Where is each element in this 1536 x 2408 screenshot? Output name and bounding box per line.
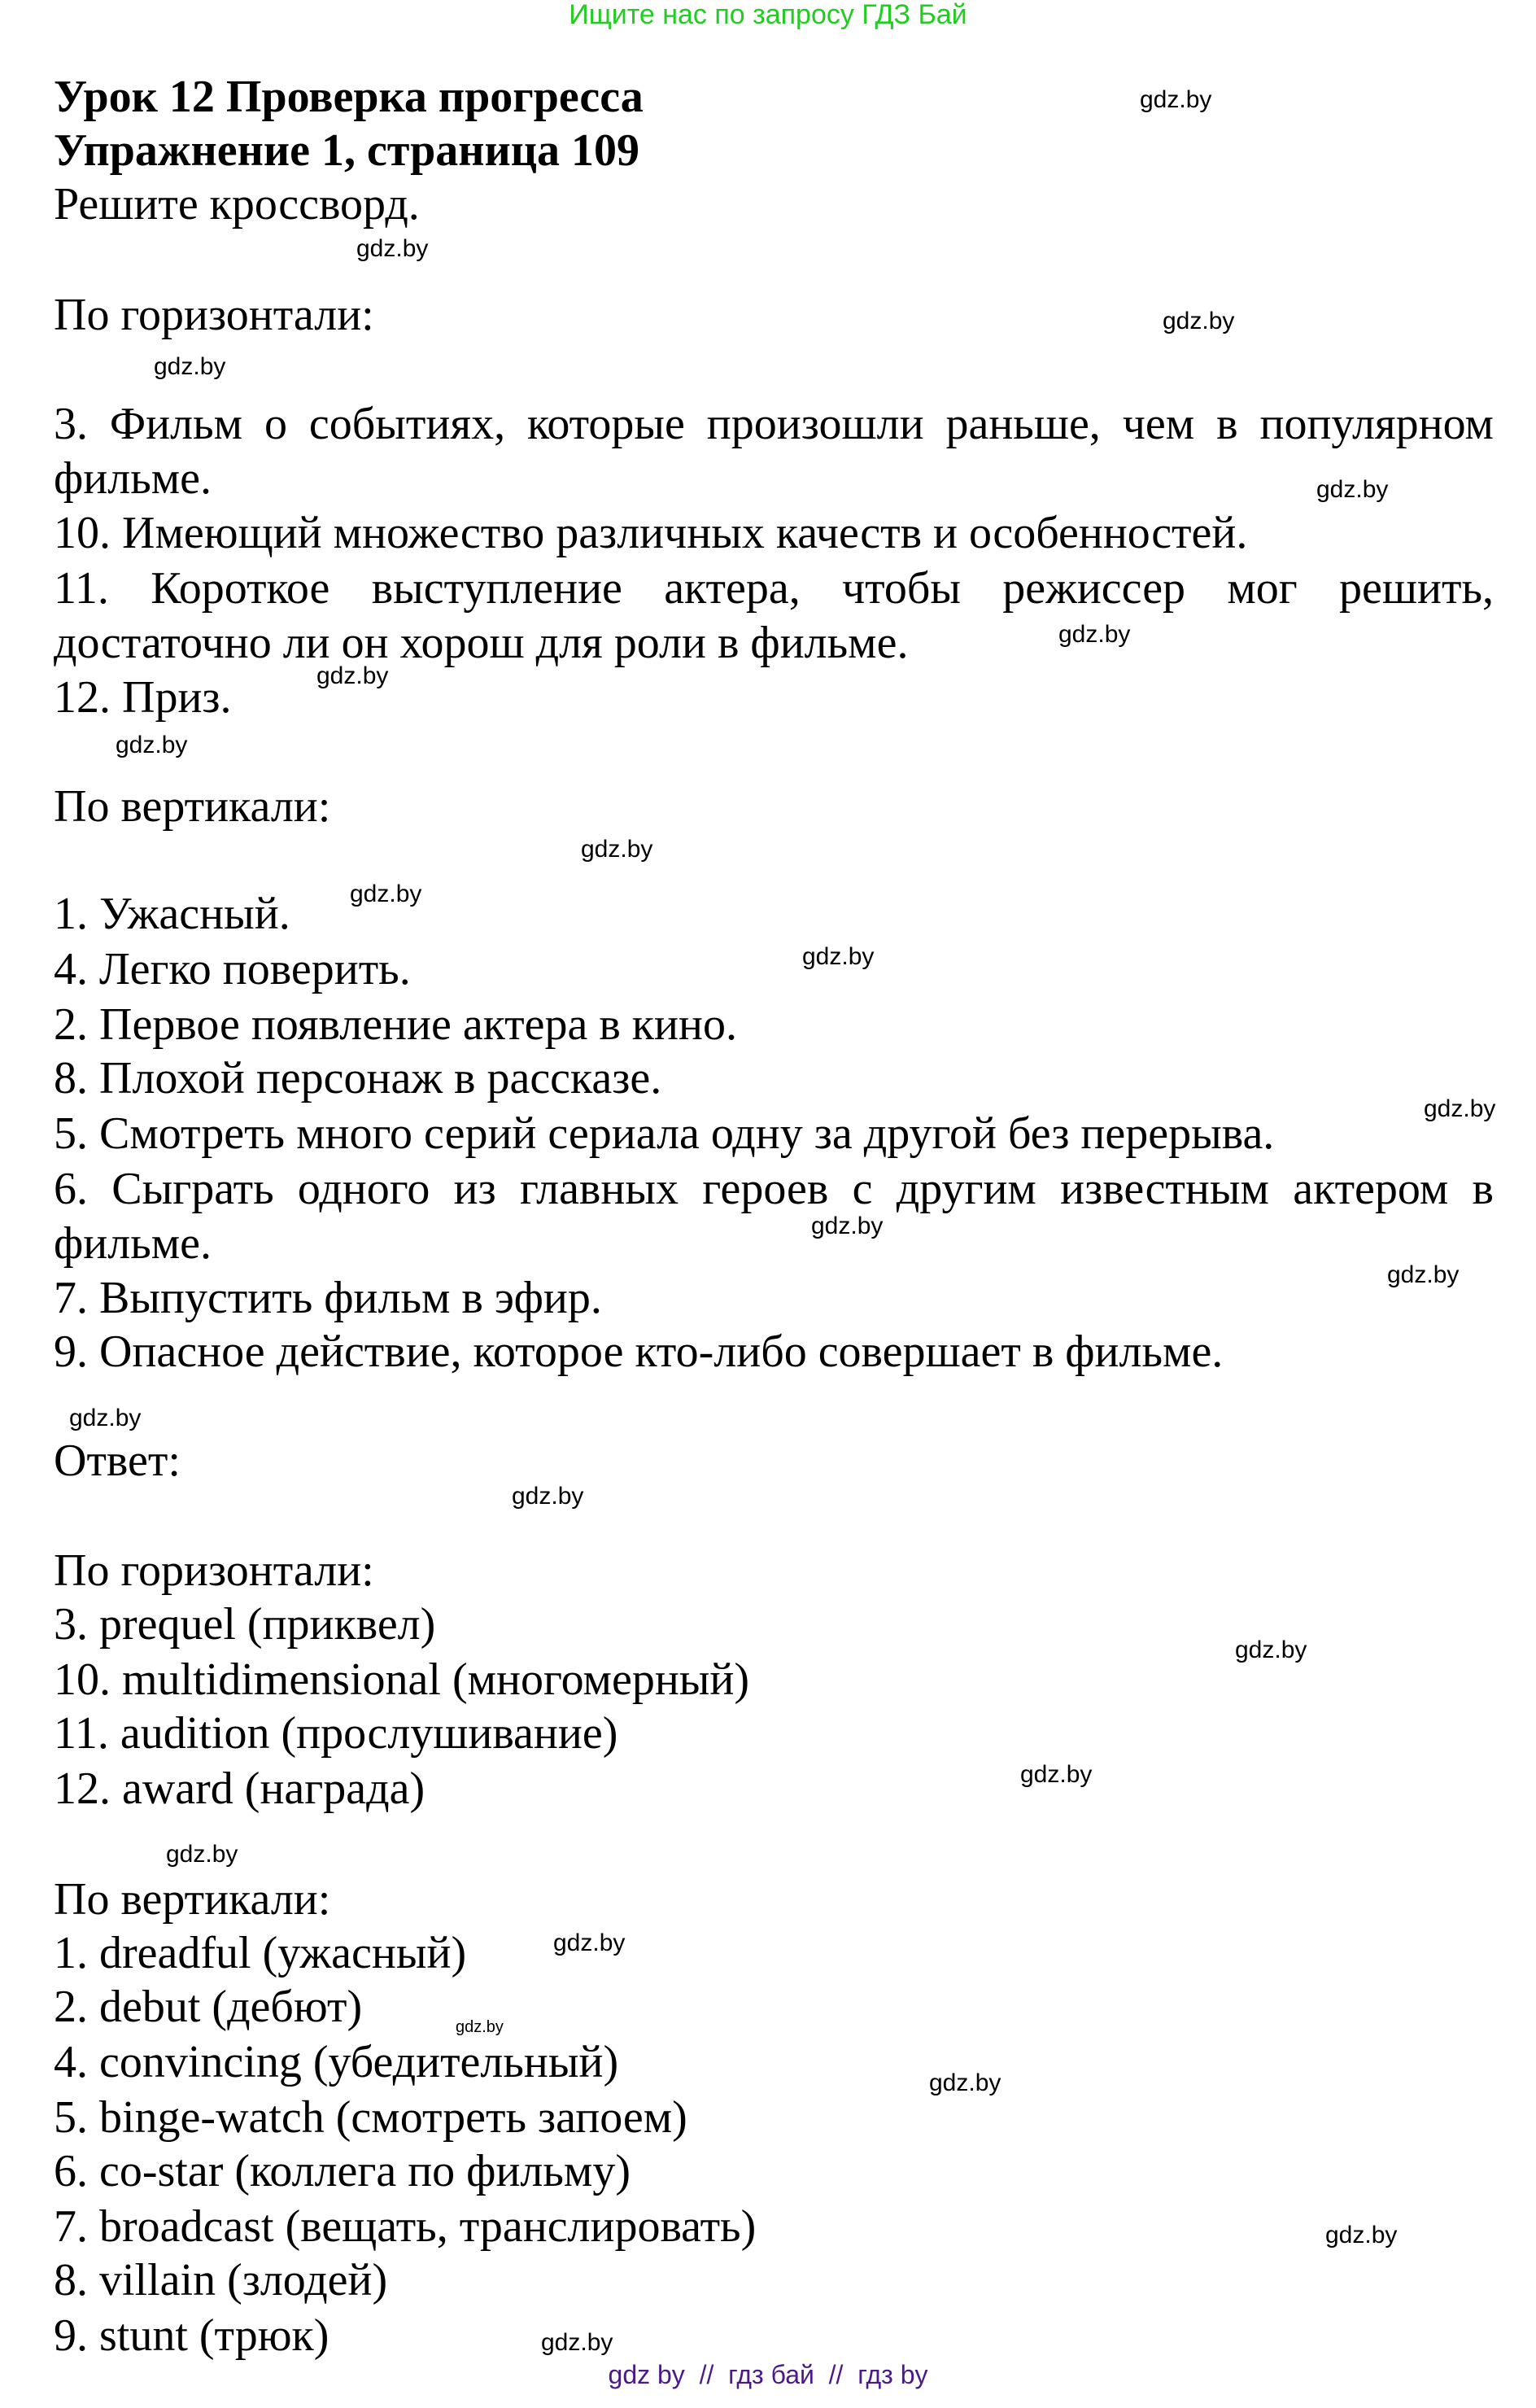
footer-links[interactable] bbox=[0, 2360, 1536, 2389]
answer-across: 3. prequel (приквел) bbox=[54, 1599, 436, 1650]
clue-down: 8. Плохой персонаж в рассказе. bbox=[54, 1053, 662, 1103]
watermark: gdz.by bbox=[116, 732, 188, 758]
watermark: gdz.by bbox=[811, 1213, 884, 1239]
answer-across: 12. award (награда) bbox=[54, 1763, 425, 1814]
watermark: gdz.by bbox=[1140, 86, 1212, 113]
answer-down: 6. co-star (коллега по фильму) bbox=[54, 2146, 631, 2196]
clue-down: 7. Выпустить фильм в эфир. bbox=[54, 1273, 602, 1323]
watermark: gdz.by bbox=[1163, 308, 1235, 334]
clue-across: 12. Приз. bbox=[54, 672, 232, 723]
clue-down: 6. Сыграть одного из главных героев с другим известным актером в фильме. bbox=[54, 1164, 1494, 1269]
task-text: Решите кроссворд. bbox=[54, 179, 420, 229]
clue-down: 4. Легко поверить. bbox=[54, 944, 411, 994]
watermark: gdz.by bbox=[929, 2069, 1001, 2096]
watermark: gdz.by bbox=[1325, 2222, 1398, 2248]
watermark: gdz.by bbox=[154, 353, 226, 380]
clue-down: 1. Ужасный. bbox=[54, 889, 290, 939]
watermark: gdz.by bbox=[1316, 476, 1389, 503]
answer-heading: Ответ: bbox=[54, 1436, 181, 1486]
watermark: gdz.by bbox=[1020, 1761, 1093, 1788]
answer-down: 1. dreadful (ужасный) bbox=[54, 1928, 467, 1978]
watermark: gdz.by bbox=[356, 235, 429, 262]
answer-across: 10. multidimensional (многомерный) bbox=[54, 1654, 750, 1705]
answer-down: 5. binge-watch (смотреть запоем) bbox=[54, 2092, 687, 2143]
down-heading: По вертикали: bbox=[54, 781, 331, 832]
clue-across: 10. Имеющий множество различных качеств и особенностей. bbox=[54, 508, 1248, 558]
exercise-subtitle: Упражнение 1, страница 109 bbox=[54, 125, 640, 176]
watermark: gdz.by bbox=[69, 1405, 142, 1431]
clue-down: 2. Первое появление актера в кино. bbox=[54, 999, 737, 1050]
answer-down: 2. debut (дебют) bbox=[54, 1982, 363, 2032]
watermark: gdz.by bbox=[1058, 621, 1131, 648]
answer-down-heading: По вертикали: bbox=[54, 1874, 331, 1925]
clue-down: 9. Опасное действие, которое кто-либо совершает в фильме. bbox=[54, 1326, 1224, 1377]
header-search-link[interactable]: Ищите нас по запросу ГДЗ Бай bbox=[569, 0, 967, 30]
across-heading: По горизонтали: bbox=[54, 290, 374, 340]
answer-across: 11. audition (прослушивание) bbox=[54, 1708, 618, 1759]
watermark: gdz.by bbox=[350, 881, 422, 907]
clue-down: 5. Смотреть много серий сериала одну за другой без перерыва. bbox=[54, 1108, 1275, 1159]
watermark: gdz.by bbox=[802, 943, 875, 970]
answer-down: 8. villain (злодей) bbox=[54, 2255, 388, 2305]
watermark: gdz.by bbox=[166, 1841, 238, 1868]
footer-text[interactable]: gdz by // гдз бай // гдз by bbox=[608, 2360, 928, 2389]
watermark: gdz.by bbox=[1424, 1095, 1496, 1122]
answer-down: 9. stunt (трюк) bbox=[54, 2310, 329, 2361]
clue-across: 3. Фильм о событиях, которые произошли раньше, чем в популярном фильме. bbox=[54, 399, 1494, 504]
page-title: Урок 12 Проверка прогресса bbox=[54, 72, 644, 122]
watermark: gdz.by bbox=[1387, 1261, 1460, 1288]
watermark: gdz.by bbox=[1235, 1637, 1307, 1663]
answer-down: 7. broadcast (вещать, транслировать) bbox=[54, 2201, 757, 2252]
answer-down: 4. convincing (убедительный) bbox=[54, 2037, 619, 2087]
watermark: gdz.by bbox=[581, 836, 653, 863]
watermark: gdz.by bbox=[456, 2018, 504, 2036]
watermark: gdz.by bbox=[316, 662, 389, 689]
watermark: gdz.by bbox=[512, 1483, 584, 1510]
answer-across-heading: По горизонтали: bbox=[54, 1545, 374, 1596]
clue-across: 11. Короткое выступление актера, чтобы режиссер мог решить, достаточно ли он хорош для роли в фильме. bbox=[54, 563, 1494, 668]
watermark: gdz.by bbox=[541, 2329, 613, 2356]
watermark: gdz.by bbox=[553, 1929, 626, 1956]
